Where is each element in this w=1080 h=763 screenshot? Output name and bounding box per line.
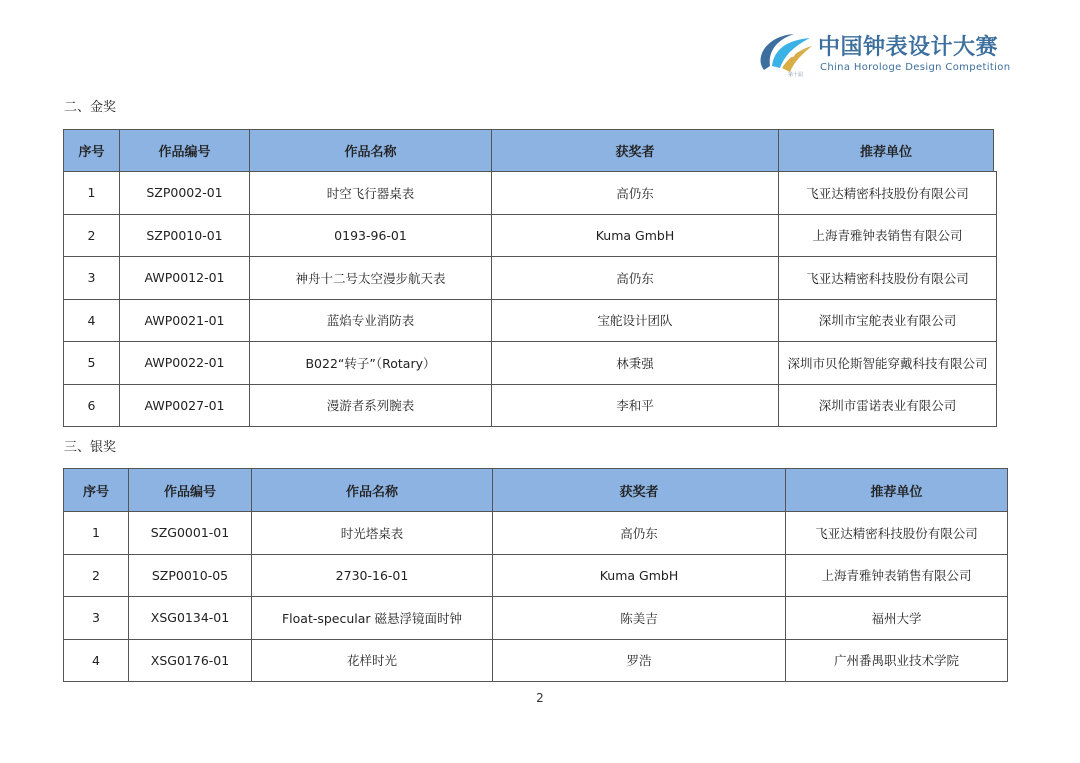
silver-cell-no: 4 (64, 639, 129, 682)
logo-chinese-title: 中国钟表设计大赛 (818, 35, 999, 60)
silver-cell-code: XSG0134-01 (129, 597, 252, 640)
gold-cell-no: 4 (64, 299, 120, 342)
silver-cell-name: 时光塔桌表 (252, 512, 493, 555)
gold-cell-unit: 深圳市雷诺表业有限公司 (779, 384, 997, 427)
gold-cell-code: AWP0021-01 (120, 299, 250, 342)
silver-section-title: 三、银奖 (64, 440, 117, 455)
silver-cell-winner: 陈美吉 (493, 597, 786, 640)
gold-cell-no: 1 (64, 172, 120, 215)
gold-cell-no: 3 (64, 257, 120, 300)
table-row (64, 299, 997, 342)
gold-cell-winner: 林秉强 (492, 342, 779, 385)
table-row (64, 257, 997, 300)
competition-logo-icon (752, 26, 814, 78)
gold-cell-code: AWP0027-01 (120, 384, 250, 427)
silver-cell-unit: 上海青雅钟表销售有限公司 (786, 554, 1008, 597)
silver-cell-no: 3 (64, 597, 129, 640)
silver-cell-no: 2 (64, 554, 129, 597)
gold-cell-winner: 宝舵设计团队 (492, 299, 779, 342)
silver-header-winner: 获奖者 (493, 469, 786, 512)
table-row (64, 639, 1008, 682)
silver-cell-no: 1 (64, 512, 129, 555)
gold-cell-code: AWP0012-01 (120, 257, 250, 300)
logo-english-title: China Horologe Design Competition (820, 62, 1011, 73)
silver-cell-code: SZG0001-01 (129, 512, 252, 555)
competition-logo (752, 26, 1011, 78)
silver-cell-name: 2730-16-01 (252, 554, 493, 597)
table-row (64, 172, 997, 215)
silver-cell-unit: 福州大学 (786, 597, 1008, 640)
gold-cell-unit: 上海青雅钟表销售有限公司 (779, 214, 997, 257)
gold-award-table (63, 129, 994, 172)
gold-cell-code: AWP0022-01 (120, 342, 250, 385)
gold-cell-unit: 飞亚达精密科技股份有限公司 (779, 257, 997, 300)
gold-cell-unit: 深圳市贝伦斯智能穿戴科技有限公司 (779, 342, 997, 385)
gold-award-table-body (63, 171, 997, 427)
silver-header-code: 作品编号 (129, 469, 252, 512)
gold-cell-name: B022“转子”（Rotary） (250, 342, 492, 385)
page-number: 2 (536, 691, 544, 705)
silver-cell-winner: Kuma GmbH (493, 554, 786, 597)
table-row (64, 342, 997, 385)
gold-cell-winner: 高仍东 (492, 257, 779, 300)
silver-cell-winner: 罗浩 (493, 639, 786, 682)
silver-award-table (63, 468, 1008, 682)
silver-cell-name: Float-specular 磁悬浮镜面时钟 (252, 597, 493, 640)
table-row (64, 384, 997, 427)
gold-cell-code: SZP0010-01 (120, 214, 250, 257)
table-row (64, 554, 1008, 597)
gold-cell-name: 神舟十二号太空漫步航天表 (250, 257, 492, 300)
table-row (64, 214, 997, 257)
table-row (64, 597, 1008, 640)
gold-cell-no: 5 (64, 342, 120, 385)
table-row (64, 512, 1008, 555)
gold-cell-unit: 深圳市宝舵表业有限公司 (779, 299, 997, 342)
silver-header-no: 序号 (64, 469, 129, 512)
gold-header-unit: 推荐单位 (779, 130, 994, 172)
gold-cell-winner: Kuma GmbH (492, 214, 779, 257)
gold-cell-unit: 飞亚达精密科技股份有限公司 (779, 172, 997, 215)
gold-cell-no: 2 (64, 214, 120, 257)
silver-cell-code: SZP0010-05 (129, 554, 252, 597)
silver-cell-code: XSG0176-01 (129, 639, 252, 682)
silver-cell-winner: 高仍东 (493, 512, 786, 555)
gold-cell-winner: 高仍东 (492, 172, 779, 215)
gold-header-winner: 获奖者 (492, 130, 779, 172)
gold-cell-no: 6 (64, 384, 120, 427)
gold-cell-name: 0193-96-01 (250, 214, 492, 257)
gold-cell-name: 蓝焰专业消防表 (250, 299, 492, 342)
gold-header-row (64, 130, 994, 172)
logo-edition-text: 第十届 (788, 72, 804, 78)
gold-header-no: 序号 (64, 130, 120, 172)
gold-header-name: 作品名称 (250, 130, 492, 172)
silver-cell-unit: 广州番禺职业技术学院 (786, 639, 1008, 682)
gold-header-code: 作品编号 (120, 130, 250, 172)
silver-cell-unit: 飞亚达精密科技股份有限公司 (786, 512, 1008, 555)
gold-cell-name: 漫游者系列腕表 (250, 384, 492, 427)
gold-cell-winner: 李和平 (492, 384, 779, 427)
gold-cell-code: SZP0002-01 (120, 172, 250, 215)
gold-section-title: 二、金奖 (64, 100, 117, 115)
silver-header-name: 作品名称 (252, 469, 493, 512)
silver-header-row (64, 469, 1008, 512)
silver-header-unit: 推荐单位 (786, 469, 1008, 512)
gold-cell-name: 时空飞行器桌表 (250, 172, 492, 215)
silver-cell-name: 花样时光 (252, 639, 493, 682)
